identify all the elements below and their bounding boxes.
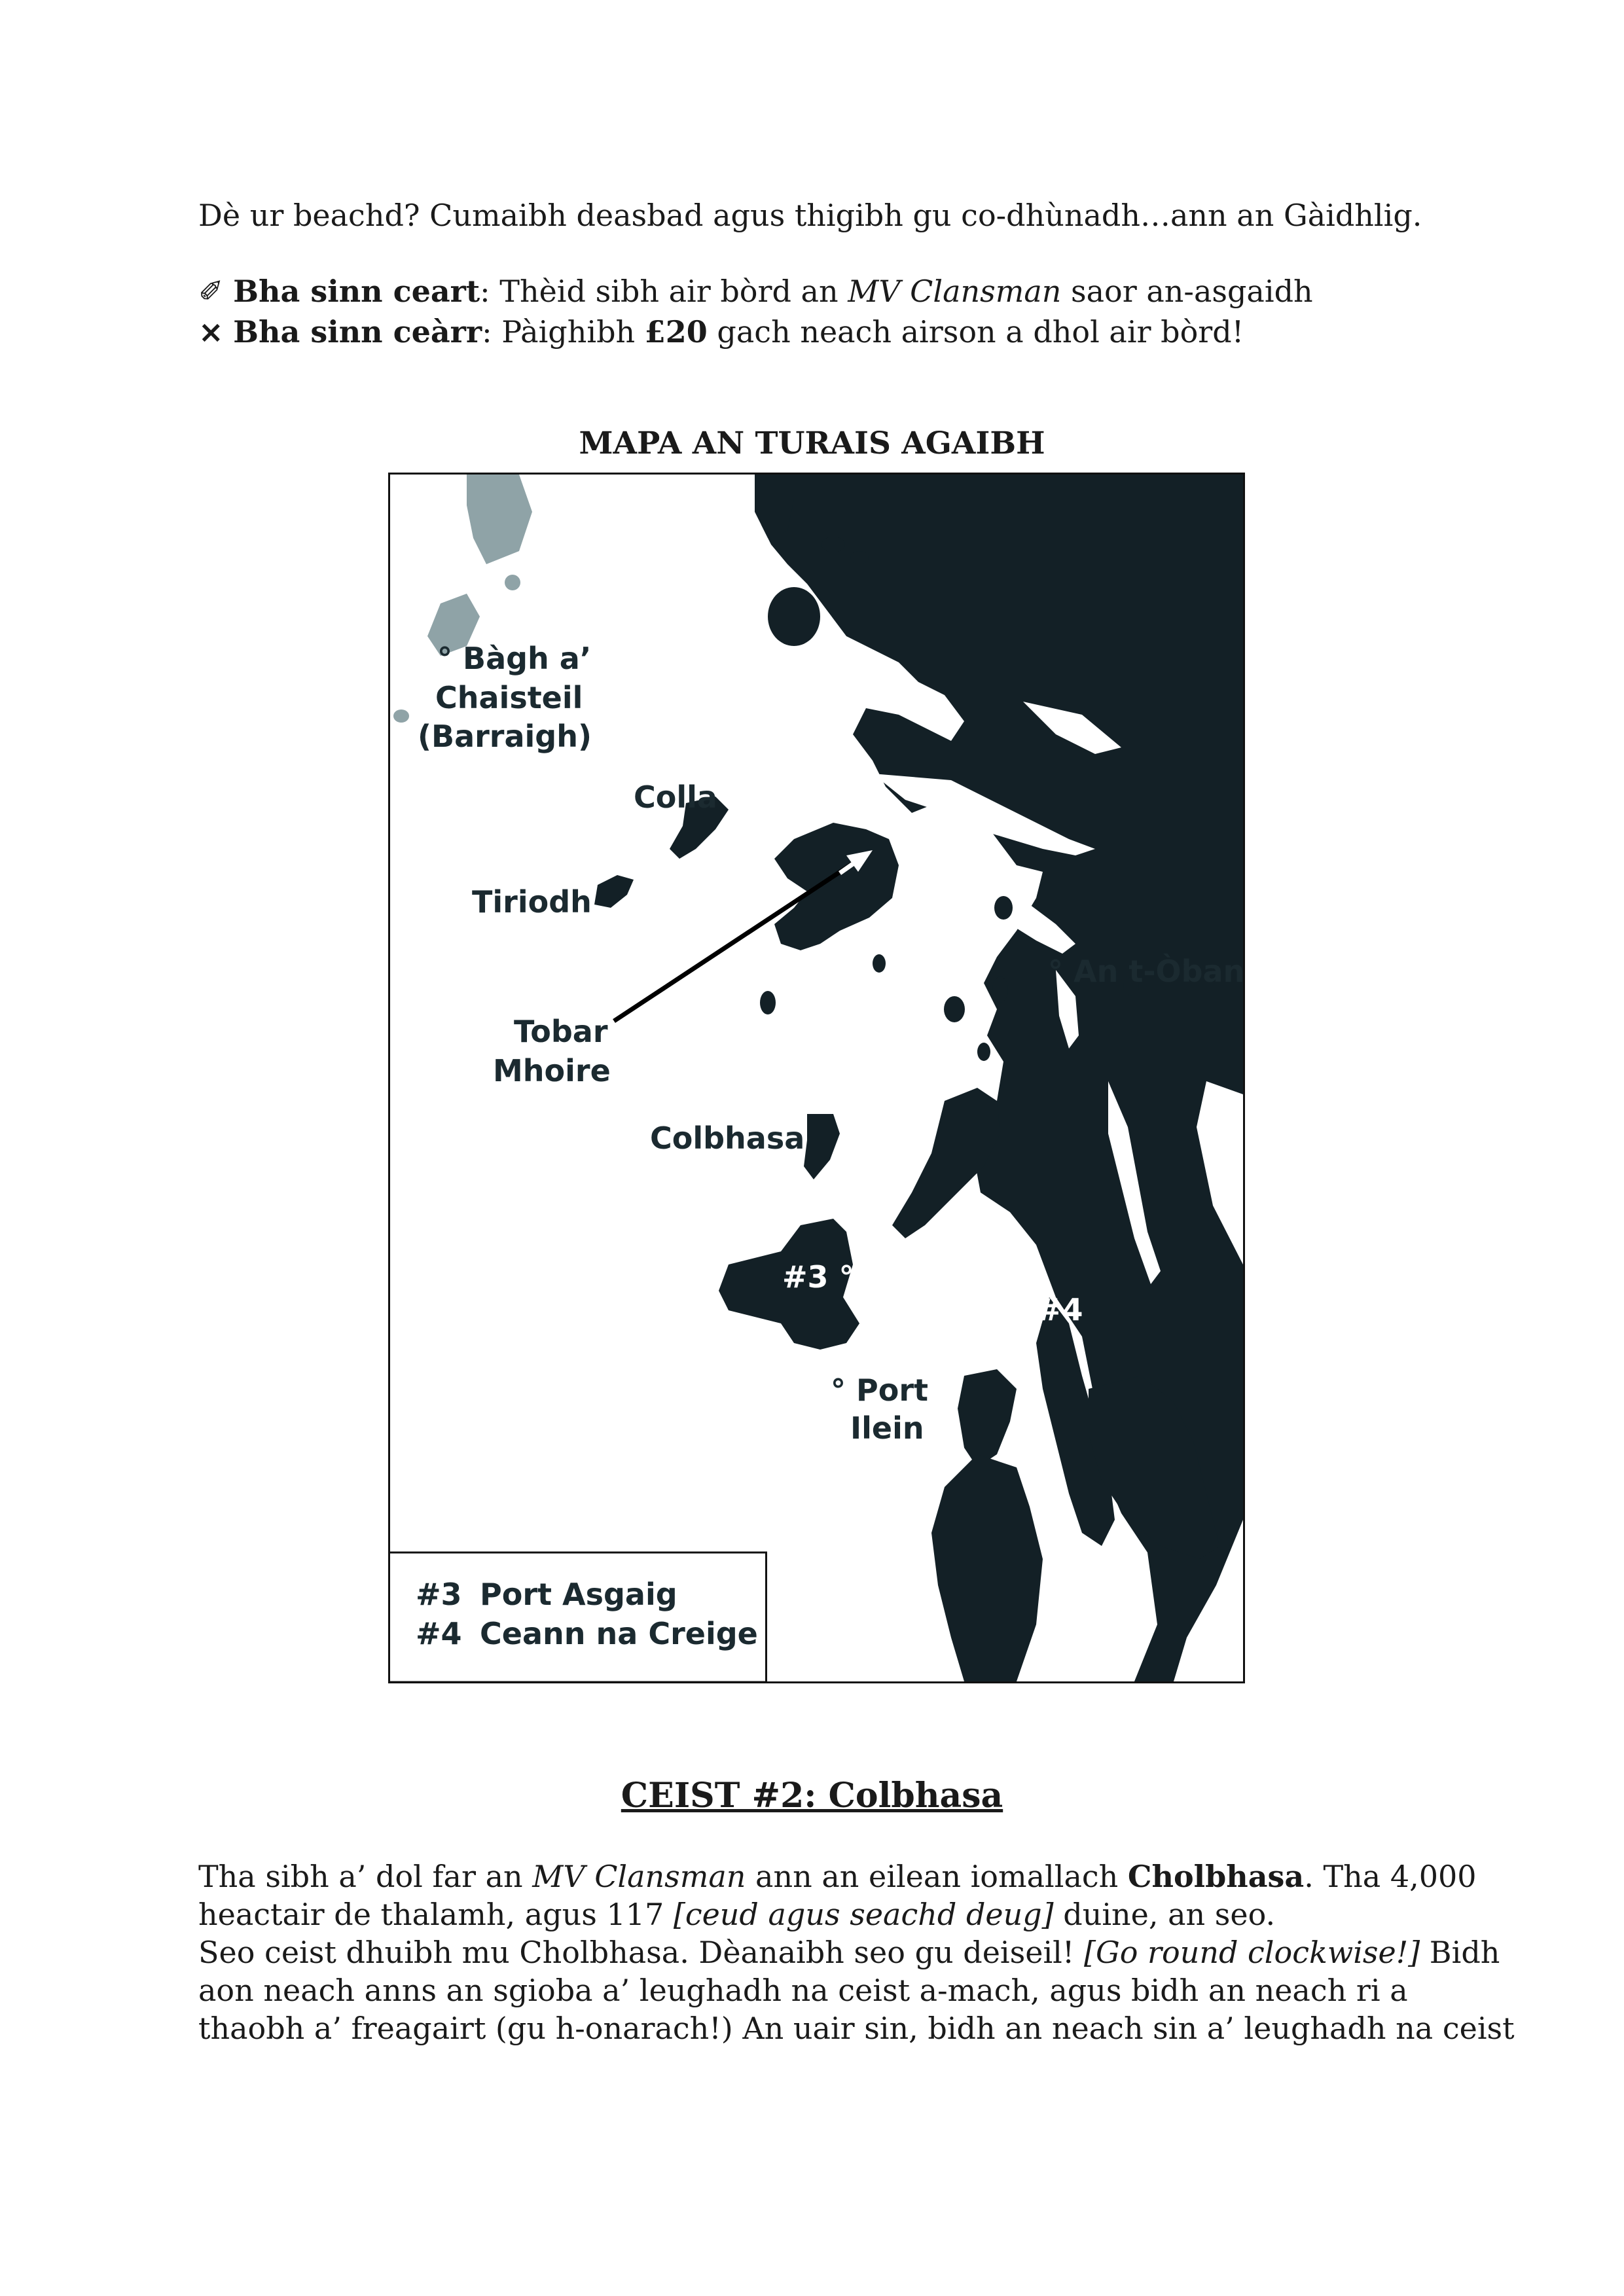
- outcome-wrong-text-end: gach neach airson a dhol air bòrd!: [707, 314, 1244, 350]
- outcome-correct-label: Bha sinn ceart: [233, 274, 480, 309]
- islet-3: [994, 896, 1013, 920]
- intro-line: Dè ur beachd? Cumaibh deasbad agus thigibh gu co-dhùnadh…ann an Gàidhlig.: [198, 198, 1422, 233]
- outcome-wrong-text: : Pàighibh: [482, 314, 645, 350]
- text-run: . Tha 4,000: [1304, 1859, 1477, 1894]
- islet-9: [821, 537, 845, 552]
- label-castlebay-1: ° Bàgh a’: [437, 641, 592, 676]
- section-line-3: [198, 1933, 1500, 1971]
- island-name: Cholbhasa: [1127, 1859, 1305, 1894]
- label-colonsay: Colbhasa: [650, 1121, 805, 1156]
- islet-1: [760, 991, 776, 1014]
- outcome-correct-text: : Thèid sibh air bòrd an: [480, 274, 848, 309]
- outcome-wrong: [198, 313, 1244, 351]
- outcome-wrong-label: Bha sinn ceàrr: [233, 314, 482, 350]
- legend-name-3: Port Asgaig: [480, 1577, 677, 1612]
- gloss: [Go round clockwise!]: [1084, 1935, 1420, 1970]
- text-run: Bidh: [1420, 1935, 1500, 1970]
- gloss: [ceud agus seachd deug]: [673, 1897, 1054, 1932]
- section-line-5: thaobh a’ freagairt (gu h-onarach!) An uair sin, bidh an neach sin a’ leughadh na ceist: [198, 2011, 1515, 2046]
- label-castlebay-2: Chaisteil: [435, 680, 583, 715]
- label-oban: ° An t-Òban: [1048, 954, 1245, 989]
- label-tobermory-2: Mhoire: [493, 1053, 611, 1088]
- section-line-1: [198, 1857, 1477, 1895]
- islet-4: [992, 977, 1008, 1003]
- fare-amount: £20: [644, 314, 708, 350]
- ship-name: MV Clansman: [532, 1859, 746, 1894]
- islet-6: [977, 1043, 990, 1061]
- legend-num-4: #4: [416, 1616, 462, 1651]
- islet-8: [850, 551, 869, 564]
- outcome-correct-text-end: saor an-asgaidh: [1061, 274, 1313, 309]
- label-tiree: Tiriodh: [472, 884, 592, 920]
- check-icon: ✐: [198, 274, 224, 309]
- section-title: CEIST #2: Colbhasa: [621, 1776, 1003, 1816]
- label-port-ellen-1: ° Port: [831, 1372, 929, 1408]
- label-marker-4: °#4: [1022, 1292, 1083, 1327]
- label-port-ellen-2: Ilein: [850, 1410, 924, 1446]
- island-vatersay: [393, 709, 409, 723]
- map-title: MAPA AN TURAIS AGAIBH: [579, 425, 1045, 461]
- ship-name: MV Clansman: [848, 274, 1062, 309]
- outcome-correct: [198, 272, 1313, 310]
- section-line-4: aon neach anns an sgioba a’ leughadh na ceist a-mach, agus bidh an neach ri a: [198, 1973, 1408, 2008]
- label-castlebay-3: (Barraigh): [418, 719, 592, 754]
- legend-num-3: #3: [416, 1577, 462, 1612]
- island-north-1: [768, 587, 820, 646]
- section-line-2: [198, 1895, 1275, 1933]
- label-tobermory-1: Tobar: [514, 1014, 608, 1049]
- text-run: duine, an seo.: [1053, 1897, 1276, 1932]
- cross-icon: ×: [198, 314, 224, 350]
- islet-2: [873, 954, 886, 973]
- island-barra-small: [505, 575, 520, 590]
- label-coll: Colla: [634, 780, 717, 815]
- text-run: ann an eilean iomallach: [746, 1859, 1128, 1894]
- label-marker-3: #3 °: [782, 1259, 854, 1295]
- text-run: Tha sibh a’ dol far an: [198, 1859, 533, 1894]
- legend-name-4: Ceann na Creige: [480, 1616, 758, 1651]
- text-run: Seo ceist dhuibh mu Cholbhasa. Dèanaibh seo gu deiseil!: [198, 1935, 1085, 1970]
- text-run: heactair de thalamh, agus 117: [198, 1897, 674, 1932]
- islet-5: [944, 996, 965, 1022]
- route-map: [388, 473, 1245, 1683]
